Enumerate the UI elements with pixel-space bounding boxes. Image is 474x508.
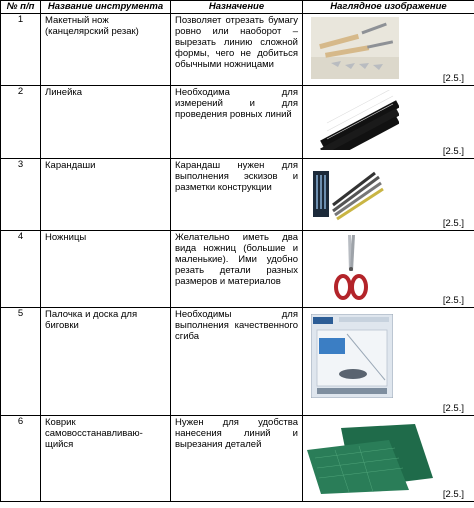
tool-name: Макетный нож (канцелярский резак)	[41, 14, 171, 86]
table-row	[1, 308, 474, 416]
tool-purpose: Нужен для удобства нанесения линий и вырезания деталей	[171, 416, 303, 502]
table-header-row	[1, 1, 474, 14]
tool-name: Линейка	[41, 86, 171, 159]
craft-knives-photo	[311, 17, 399, 79]
tool-purpose: Желательно иметь два вида ножниц (большие и маленькие). Ими удобно резать детали разных размеров и материалов	[171, 231, 303, 308]
row-num: 4	[1, 231, 41, 308]
tool-image-cell	[303, 416, 474, 502]
table-row	[1, 86, 474, 159]
tool-name: Палочка и доска для биговки	[41, 308, 171, 416]
row-num: 1	[1, 14, 41, 86]
tool-purpose: Необходимы для выполнения качественного сгиба	[171, 308, 303, 416]
tool-name: Ножницы	[41, 231, 171, 308]
header-purpose: Назначение	[171, 1, 303, 14]
table-row	[1, 14, 474, 86]
row-num: 3	[1, 159, 41, 231]
table-row	[1, 416, 474, 502]
tool-purpose: Позволяет отрезать бумагу ровно или наоборот – вырезать линию сложной формы, чего не добиться обычными ножницами	[171, 14, 303, 86]
header-image: Наглядное изображение	[303, 1, 474, 14]
header-num: № п/п	[1, 1, 41, 14]
table-row	[1, 159, 474, 231]
tool-image-cell	[303, 231, 474, 308]
tool-name: Карандаши	[41, 159, 171, 231]
image-source: [2.5.]	[442, 295, 464, 306]
scissors-photo	[333, 233, 369, 303]
row-num: 6	[1, 416, 41, 502]
image-source: [2.5.]	[442, 218, 464, 229]
scoring-board-photo	[311, 314, 393, 398]
tool-purpose: Карандаш нужен для выполнения эскизов и разметки конструкции	[171, 159, 303, 231]
pencils-photo	[313, 169, 385, 221]
tool-image-cell	[303, 308, 474, 416]
tool-image-cell	[303, 159, 474, 231]
tool-image-cell	[303, 86, 474, 159]
table-row	[1, 231, 474, 308]
image-source: [2.5.]	[442, 146, 464, 157]
image-source: [2.5.]	[442, 403, 464, 414]
row-num: 5	[1, 308, 41, 416]
cutting-mat-photo	[305, 424, 435, 494]
tool-purpose: Необходима для измерений и для проведения ровных линий	[171, 86, 303, 159]
header-tool: Название инструмента	[41, 1, 171, 14]
image-source: [2.5.]	[442, 73, 464, 84]
tool-image-cell	[303, 14, 474, 86]
tool-name: Коврик самовосстанавливаю-щийся	[41, 416, 171, 502]
rulers-photo	[313, 90, 399, 150]
row-num: 2	[1, 86, 41, 159]
image-source: [2.5.]	[442, 489, 464, 500]
